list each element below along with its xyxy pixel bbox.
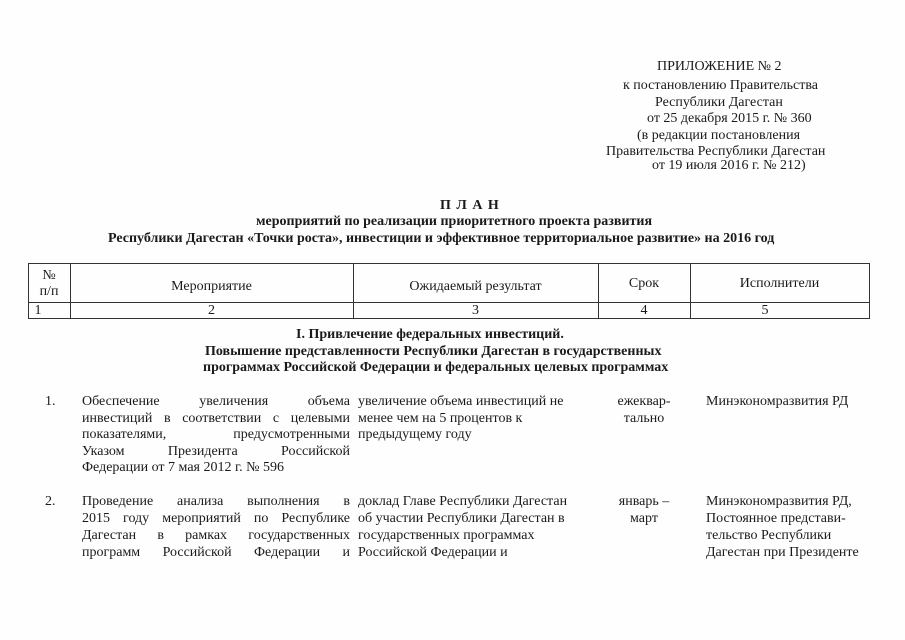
row-result-line: государственных программах <box>358 528 535 543</box>
plan-subtitle-line2: Республики Дагестан «Точки роста», инвестиции и эффективное территориальное развитие» на 2016 год <box>108 231 775 246</box>
plan-subtitle-line1: мероприятий по реализации приоритетного проекта развития <box>256 214 653 229</box>
row-executor-line: Минэкономразвития РД <box>706 394 849 409</box>
row-executor-line: Постоянное представи- <box>706 511 846 526</box>
row-term-line: январь – <box>618 494 670 509</box>
row-result-line: менее чем на 5 процентов к <box>358 411 523 426</box>
appendix-line: от 25 декабря 2015 г. № 360 <box>647 111 812 126</box>
row-result-line: об участии Республики Дагестан в <box>358 511 565 526</box>
header-num-sub: п/п <box>39 284 59 299</box>
row-executor-line: Дагестан при Президенте <box>706 545 859 560</box>
col-number: 2 <box>208 303 215 318</box>
col-number: 3 <box>472 303 479 318</box>
table-top-border <box>28 263 870 264</box>
row-result-line: доклад Главе Республики Дагестан <box>358 494 568 509</box>
appendix-line: (в редакции постановления <box>637 128 801 143</box>
appendix-title: ПРИЛОЖЕНИЕ № 2 <box>657 59 782 74</box>
row-activity-line: 2015 году мероприятий по Республике <box>82 511 350 526</box>
header-executors: Исполнители <box>739 276 820 291</box>
row-activity-line: инвестиций в соответствии с целевыми <box>82 411 350 426</box>
appendix-line: к постановлению Правительства <box>623 78 819 93</box>
header-result: Ожидаемый результат <box>409 279 542 294</box>
header-term: Срок <box>628 276 660 291</box>
section-title-line1: I. Привлечение федеральных инвестиций. <box>296 327 564 342</box>
row-activity-line: Обеспечение увеличения объема <box>82 394 350 409</box>
row-executor-line: Минэкономразвития РД, <box>706 494 852 509</box>
row-activity-line: Указом Президента Российской <box>82 444 350 459</box>
row-number: 2. <box>45 494 56 509</box>
row-number: 1. <box>45 394 56 409</box>
col-number: 1 <box>34 303 42 318</box>
row-term-line: тально <box>623 411 665 426</box>
appendix-line: от 19 июля 2016 г. № 212) <box>652 158 806 173</box>
row-activity-line: программ Российской Федерации и <box>82 545 350 560</box>
row-result-line: предыдущему году <box>358 427 472 442</box>
section-title-line2: Повышение представленности Республики Дагестан в государственных <box>205 344 662 359</box>
header-activity: Мероприятие <box>171 279 252 294</box>
appendix-line: Республики Дагестан <box>655 95 783 110</box>
row-activity-line: Проведение анализа выполнения в <box>82 494 350 509</box>
header-num: № <box>42 268 56 283</box>
appendix-line: Правительства Республики Дагестан <box>606 144 826 159</box>
row-term-line: март <box>630 511 658 526</box>
row-term-line: ежеквар- <box>617 394 671 409</box>
row-executor-line: тельство Республики <box>706 528 832 543</box>
plan-title: П Л А Н <box>440 198 500 213</box>
row-result-line: Российской Федерации и <box>358 545 508 560</box>
section-title-line3: программах Российской Федерации и федеральных целевых программах <box>203 360 669 375</box>
col-number: 5 <box>761 303 769 318</box>
table-col-divider <box>869 263 870 319</box>
col-number: 4 <box>640 303 648 318</box>
row-result-line: увеличение объема инвестиций не <box>358 394 564 409</box>
row-activity-line: Федерации от 7 мая 2012 г. № 596 <box>82 460 284 475</box>
row-activity-line: показателями, предусмотренными <box>82 427 350 442</box>
row-activity-line: Дагестан в рамках государственных <box>82 528 350 543</box>
